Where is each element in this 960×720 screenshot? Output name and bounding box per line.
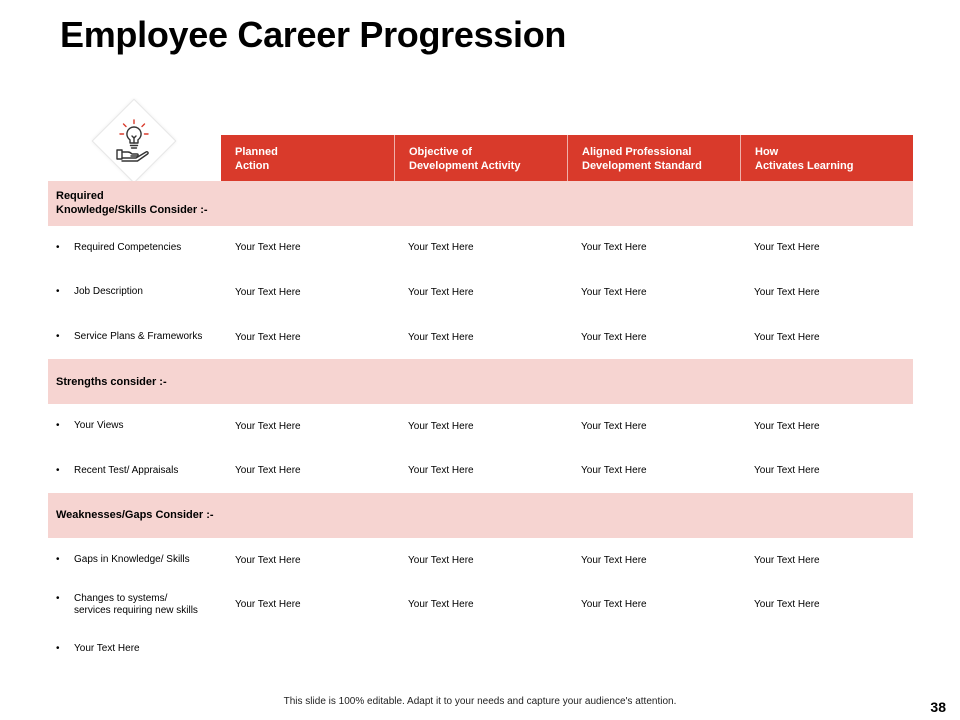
table-cell: Your Text Here bbox=[235, 331, 301, 343]
table-cell: Your Text Here bbox=[235, 286, 301, 298]
table-cell: Your Text Here bbox=[235, 554, 301, 566]
slide-title: Employee Career Progression bbox=[60, 14, 567, 55]
section-label: Weaknesses/Gaps Consider :- bbox=[56, 509, 214, 522]
row-label: • Job Description bbox=[48, 286, 221, 298]
lightbulb-in-hand-icon bbox=[112, 117, 156, 165]
section-row bbox=[48, 493, 913, 538]
header-planned-action: Planned Action bbox=[235, 146, 278, 172]
section-label: Required Knowledge/Skills Consider :- bbox=[56, 190, 208, 217]
table-row bbox=[48, 627, 913, 672]
section-row bbox=[48, 181, 913, 226]
table-cell: Your Text Here bbox=[408, 331, 474, 343]
table-cell: Your Text Here bbox=[754, 420, 820, 432]
header-how-activates-learning: How Activates Learning bbox=[740, 135, 913, 181]
table-cell: Your Text Here bbox=[754, 286, 820, 298]
table-cell: Your Text Here bbox=[408, 465, 474, 477]
page-number: 38 bbox=[930, 699, 946, 715]
table-row bbox=[48, 449, 913, 494]
section-row bbox=[48, 359, 913, 404]
header-objective: Objective of Development Activity bbox=[394, 135, 567, 181]
footer-note: This slide is 100% editable. Adapt it to your needs and capture your audience's attention. bbox=[283, 696, 677, 707]
header-aligned-standard: Aligned Professional Development Standard bbox=[567, 135, 740, 181]
table-row bbox=[48, 582, 913, 627]
table-cell: Your Text Here bbox=[581, 331, 647, 343]
table-header bbox=[221, 135, 913, 181]
table-cell: Your Text Here bbox=[581, 599, 647, 611]
row-label: • Changes to systems/ services requiring new skills bbox=[48, 593, 221, 617]
table-cell: Your Text Here bbox=[235, 465, 301, 477]
table-cell: Your Text Here bbox=[408, 286, 474, 298]
row-label: • Your Views bbox=[48, 420, 221, 432]
table-cell: Your Text Here bbox=[581, 465, 647, 477]
table-cell: Your Text Here bbox=[235, 242, 301, 254]
table-cell: Your Text Here bbox=[581, 242, 647, 254]
row-label: • Service Plans & Frameworks bbox=[48, 331, 221, 343]
table-cell: Your Text Here bbox=[235, 420, 301, 432]
table-cell: Your Text Here bbox=[408, 599, 474, 611]
table-body bbox=[48, 181, 913, 672]
table-cell: Your Text Here bbox=[235, 599, 301, 611]
section-label: Strengths consider :- bbox=[56, 375, 167, 388]
table-cell: Your Text Here bbox=[408, 242, 474, 254]
table-cell: Your Text Here bbox=[754, 331, 820, 343]
row-label: • Your Text Here bbox=[48, 643, 221, 655]
table-cell: Your Text Here bbox=[581, 420, 647, 432]
table-row bbox=[48, 226, 913, 271]
table-cell: Your Text Here bbox=[581, 554, 647, 566]
table-cell: Your Text Here bbox=[581, 286, 647, 298]
table-row bbox=[48, 538, 913, 583]
table-cell: Your Text Here bbox=[754, 465, 820, 477]
table-cell: Your Text Here bbox=[754, 599, 820, 611]
row-label: • Gaps in Knowledge/ Skills bbox=[48, 554, 221, 566]
table-row bbox=[48, 315, 913, 360]
table-cell: Your Text Here bbox=[754, 554, 820, 566]
table-row bbox=[48, 404, 913, 449]
row-label: • Recent Test/ Appraisals bbox=[48, 465, 221, 477]
table-cell: Your Text Here bbox=[408, 420, 474, 432]
table-row bbox=[48, 270, 913, 315]
table-cell: Your Text Here bbox=[754, 242, 820, 254]
row-label: • Required Competencies bbox=[48, 242, 221, 254]
table-cell: Your Text Here bbox=[408, 554, 474, 566]
